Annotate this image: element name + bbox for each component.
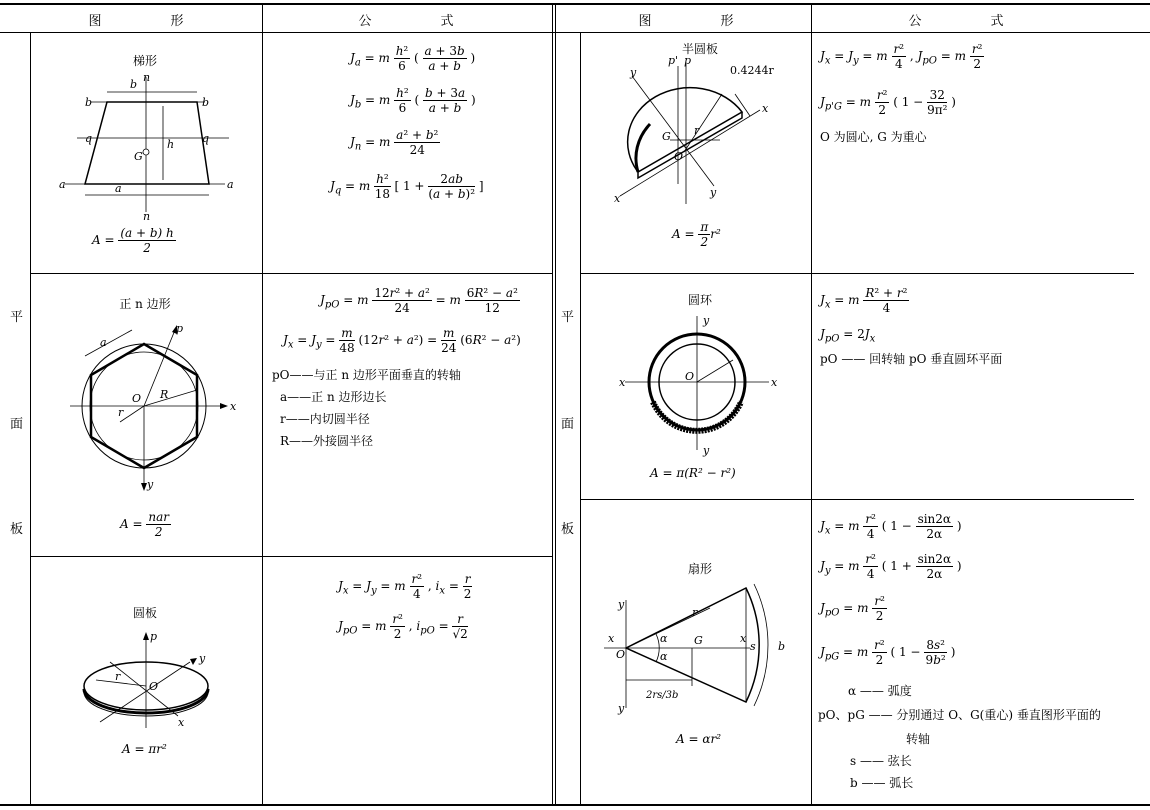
semicircle-formula-jx: $J_x = J_y = m$ $\frac{\text{r²}}{4}$ , $J_{pO} = m$ $\frac{\text{r²}}{2}$ — [820, 42, 983, 71]
svg-text:p': p' — [668, 54, 679, 67]
trapezoid-area: A = $\frac{(a + b) h}{2}$ — [92, 226, 174, 255]
svg-text:y: y — [710, 186, 717, 199]
svg-text:a: a — [115, 182, 122, 195]
svg-text:O: O — [674, 150, 684, 163]
disc-formula-jx: $J_x = J_y = m$ $\frac{\text{r²}}{4}$ , $i_x$ = $\frac{r}{2}$ — [338, 572, 472, 601]
side-label-right-2: 面 — [561, 417, 575, 432]
trapezoid-formula-jn: $J_n = m$ $\frac{\text{a² + b²}}{24}$ — [350, 128, 439, 157]
ring-figure — [615, 310, 785, 460]
svg-text:y: y — [199, 652, 206, 665]
polygon-area: A = $\frac{\text{nar}}{2}$ — [120, 510, 169, 539]
rule-center-b — [555, 3, 556, 804]
svg-text:y: y — [630, 66, 637, 79]
svg-text:r: r — [115, 670, 121, 683]
trapezoid-figure — [55, 72, 245, 222]
sector-figure — [600, 580, 790, 720]
svg-text:y: y — [703, 444, 710, 457]
semicircle-formula-jpg: $J_{p'G} = m$ $\frac{\text{r²}}{2}$ ( 1 − $\frac{32}{\text{9π²}}$ ) — [820, 88, 956, 117]
semicircle-title: 半圆板 — [681, 42, 718, 56]
svg-text:p: p — [684, 54, 692, 67]
side-label-right-3: 板 — [561, 522, 575, 537]
svg-text:O: O — [685, 370, 695, 383]
sector-note-3: 转轴 — [906, 732, 931, 746]
svg-text:y: y — [618, 598, 625, 611]
rule-bottom — [0, 804, 1150, 806]
svg-text:x: x — [230, 400, 237, 413]
svg-text:b: b — [130, 78, 138, 91]
rule-right-col2 — [811, 3, 812, 804]
sector-note-4: s —— 弦长 — [850, 754, 912, 768]
svg-text:G: G — [694, 634, 703, 647]
svg-text:r: r — [694, 124, 700, 137]
semicircle-figure — [610, 54, 790, 214]
svg-text:p: p — [176, 322, 184, 335]
svg-text:O: O — [132, 392, 142, 405]
sector-note-5: b —— 弧长 — [850, 776, 914, 790]
svg-text:G: G — [662, 130, 671, 143]
svg-text:r: r — [692, 606, 698, 619]
svg-text:b: b — [202, 96, 210, 109]
disc-title: 圆板 — [132, 606, 157, 620]
svg-text:y: y — [147, 478, 154, 491]
rule-left-row1 — [30, 273, 552, 274]
svg-text:a: a — [100, 336, 107, 349]
ring-formula-jx: $J_x = m$ $\frac{\text{R² + r²}}{4}$ — [820, 286, 908, 315]
rule-left-row2 — [30, 556, 552, 557]
svg-text:a: a — [59, 178, 66, 191]
sector-area: A = αr² — [676, 732, 722, 746]
trapezoid-formula-jb: $J_b = m$ $\frac{\text{h²}}{6}$ ( $\frac{b + 3a}{a + b}$ ) — [350, 86, 476, 115]
svg-text:x: x — [178, 716, 185, 729]
header-left-figure: 图 形 — [88, 14, 212, 29]
svg-text:x: x — [740, 632, 747, 645]
svg-text:q: q — [85, 132, 93, 145]
svg-text:a: a — [227, 178, 234, 191]
ring-formula-jpo: $J_{pO} = 2J_x$ — [820, 327, 876, 345]
polygon-formula-jpo: $J_{pO} = m$ $\frac{\text{12r² + a²}}{24}$ = m $\frac{\text{6R² − a²}}{12}$ — [320, 286, 518, 315]
rule-right-row2 — [580, 499, 1134, 500]
side-label-right-1: 平 — [561, 310, 575, 325]
svg-text:O: O — [616, 648, 626, 661]
header-left-formula: 公 式 — [358, 14, 482, 29]
svg-text:G: G — [134, 150, 143, 163]
polygon-figure — [60, 318, 240, 498]
svg-text:n: n — [143, 210, 151, 222]
svg-text:x: x — [771, 376, 778, 389]
svg-text:y: y — [618, 702, 625, 715]
svg-text:r: r — [118, 406, 124, 419]
svg-text:α: α — [660, 632, 668, 645]
sector-note-2: pO、pG —— 分别通过 O、G(重心) 垂直图形平面的 — [818, 708, 1101, 722]
ring-title: 圆环 — [687, 293, 712, 307]
semicircle-area: A = $\frac{\pi}{2}$ r² — [672, 220, 721, 249]
side-label-left-3: 板 — [10, 522, 24, 537]
svg-text:O: O — [149, 680, 159, 693]
svg-text:x: x — [608, 632, 615, 645]
rule-header — [0, 32, 1150, 33]
polygon-note-2: a——正 n 边形边长 — [280, 390, 387, 404]
ring-area: A = π(R² − r²) — [650, 466, 736, 480]
header-right-figure: 图 形 — [638, 14, 762, 29]
svg-text:α: α — [660, 650, 668, 663]
sector-formula-jx: $J_x = m$ $\frac{\text{r²}}{4}$ ( 1 − $\frac{\sin 2\alpha}{2\alpha}$ ) — [820, 512, 962, 541]
rule-top — [0, 3, 1150, 5]
svg-text:h: h — [167, 138, 175, 151]
polygon-note-3: r——内切圆半径 — [280, 412, 370, 426]
ring-note: pO —— 回转轴 pO 垂直圆环平面 — [820, 352, 1003, 366]
side-label-left-1: 平 — [10, 310, 24, 325]
svg-text:n: n — [143, 72, 151, 84]
trapezoid-formula-jq: $J_q = m$ $\frac{\text{h²}}{18}$ [ 1 + $\frac{2ab}{\text{(a + b)²}}$ ] — [330, 172, 484, 201]
svg-text:x: x — [762, 102, 769, 115]
rule-left-col1 — [30, 33, 31, 804]
sector-distance-label: 2rs/3b — [646, 690, 679, 701]
semicircle-dimension-label: 0.4244r — [730, 64, 774, 77]
svg-text:R: R — [160, 388, 169, 401]
svg-text:x: x — [619, 376, 626, 389]
polygon-title: 正 n 边形 — [119, 297, 171, 311]
svg-text:b: b — [85, 96, 93, 109]
sector-note-1: α —— 弧度 — [848, 684, 912, 698]
svg-text:b: b — [778, 640, 786, 653]
svg-text:q: q — [202, 132, 210, 145]
svg-text:p: p — [150, 630, 158, 643]
side-label-left-2: 面 — [10, 417, 24, 432]
semicircle-note: O 为圆心, G 为重心 — [820, 130, 927, 144]
trapezoid-formula-ja: $J_a = m$ $\frac{\text{h²}}{6}$ ( $\frac{a + 3b}{a + b}$ ) — [350, 44, 476, 73]
rule-right-row1 — [580, 273, 1134, 274]
disc-area: A = πr² — [122, 742, 167, 756]
svg-text:x: x — [614, 192, 621, 205]
polygon-note-4: R——外接圆半径 — [280, 434, 374, 448]
disc-figure — [60, 628, 230, 738]
rule-center-a — [552, 3, 553, 804]
sector-formula-jy: $J_y = m$ $\frac{\text{r²}}{4}$ ( 1 + $\frac{\sin 2\alpha}{2\alpha}$ ) — [820, 552, 962, 581]
header-right-formula: 公 式 — [908, 14, 1032, 29]
rule-left-col2 — [262, 3, 263, 804]
disc-formula-jpo: $J_{pO} = m$ $\frac{\text{r²}}{2}$ , $i_{pO}$ = $\frac{r}{√2}$ — [338, 612, 468, 641]
sector-formula-jpg: $J_{pG} = m$ $\frac{\text{r²}}{2}$ ( 1 − $\frac{\text{8s²}}{\text{9b²}}$ ) — [820, 638, 956, 667]
trapezoid-title: 梯形 — [132, 54, 157, 68]
rule-right-col1 — [580, 33, 581, 804]
sector-title: 扇形 — [687, 562, 712, 576]
polygon-formula-jx: $J_x = J_y$ = $\frac{m}{48}$ (12r² + a²) = $\frac{m}{24}$ (6R² − a²) — [283, 326, 521, 355]
sector-formula-jpo: $J_{pO} = m$ $\frac{\text{r²}}{2}$ — [820, 594, 885, 623]
svg-text:s: s — [750, 640, 756, 653]
svg-text:y: y — [703, 314, 710, 327]
polygon-note-1: pO——与正 n 边形平面垂直的转轴 — [272, 368, 461, 382]
